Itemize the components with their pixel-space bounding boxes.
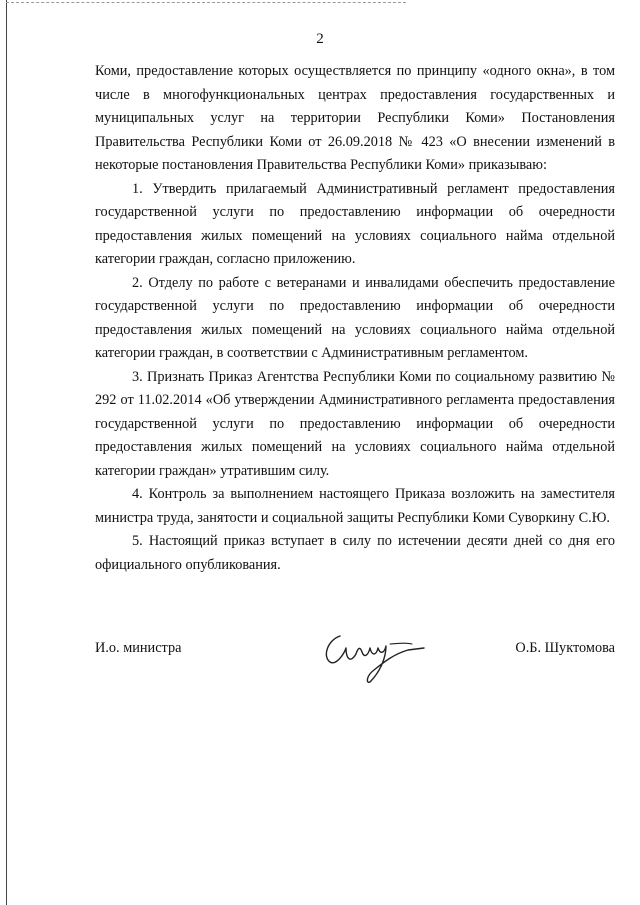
item-3: 3. Признать Приказ Агентства Республики Коми по социальному развитию № 292 от 11.02.2014 «Об утверждении Административного регламента предоставления государственной услуги по предоставлению информации об очередности предоставления жилых помещений на условиях социального найма отдельной категории граждан» утратившим силу. xyxy=(95,368,615,479)
signer-title: И.о. министра xyxy=(95,640,182,656)
signature-block xyxy=(95,620,615,690)
page-number: 2 xyxy=(316,31,324,47)
item-4: 4. Контроль за выполнением настоящего Приказа возложить на заместителя министра труда, занятости и социальной защиты Республики Коми Суворкину С.Ю. xyxy=(95,486,615,526)
document-body xyxy=(95,60,615,577)
signer-name: О.Б. Шуктомова xyxy=(515,640,615,656)
item-5: 5. Настоящий приказ вступает в силу по истечении десяти дней со дня его официального опубликования. xyxy=(95,533,615,573)
scan-edge xyxy=(6,0,7,905)
item-2: 2. Отделу по работе с ветеранами и инвалидами обеспечить предоставление государственной услуги по предоставлению информации об очередности предоставления жилых помещений на условиях социального найма отдельной категории граждан, в соответствии с Административным регламентом. xyxy=(95,274,615,361)
intro-paragraph: Коми, предоставление которых осуществляется по принципу «одного окна», в том числе в многофункциональных центрах предоставления государственных и муниципальных услуг на территории Республики Коми» Постановления Правительства Республики Коми от 26.09.2018 № 423 «О внесении изменений в некоторые постановления Правительства Республики Коми» приказываю: xyxy=(95,63,615,173)
handwritten-signature xyxy=(320,624,430,686)
scan-top-edge xyxy=(6,2,406,3)
item-1: 1. Утвердить прилагаемый Административный регламент предоставления государственной услуги по предоставлению информации об очередности предоставления жилых помещений на условиях социального найма отдельной категории граждан, согласно приложению. xyxy=(95,180,615,267)
